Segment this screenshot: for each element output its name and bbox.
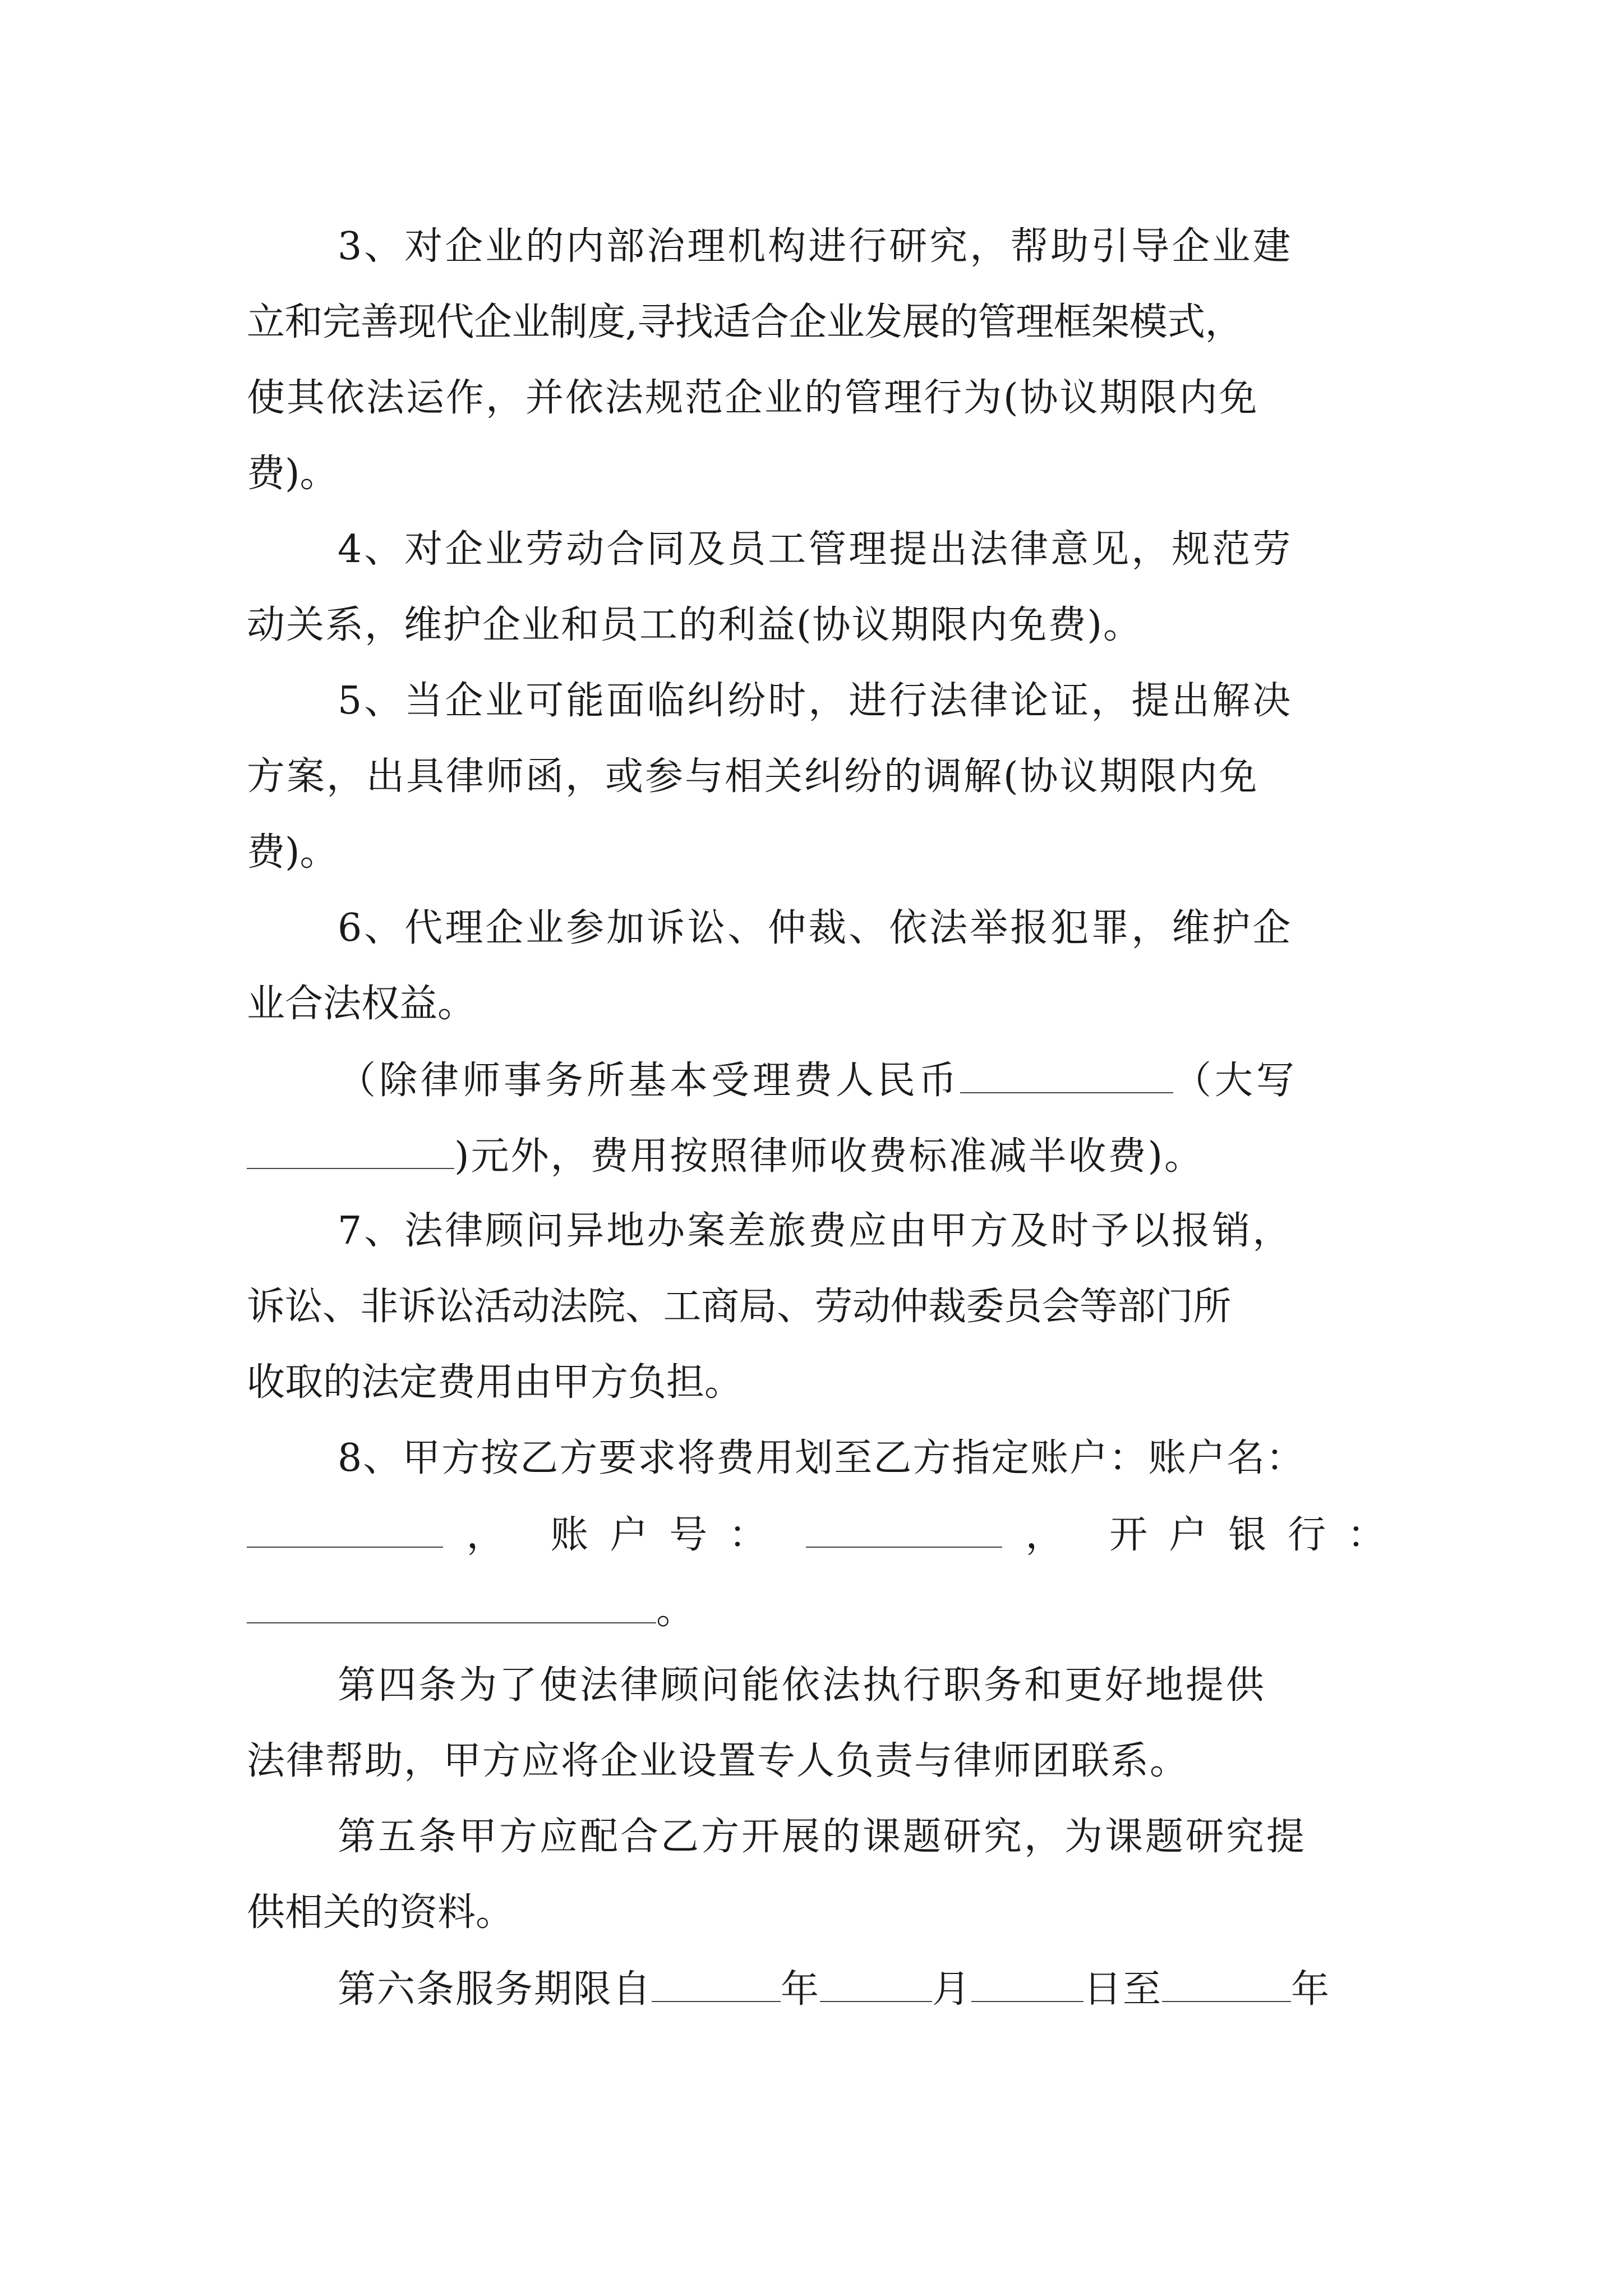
paragraph-5-line-2: 方案，出具律师函，或参与相关纠纷的调解(协议期限内免: [247, 754, 1259, 799]
year-label-1: 年: [781, 1967, 820, 2012]
fee-capital-blank: [247, 1133, 454, 1169]
month-label: 月: [932, 1967, 972, 2012]
article-5-line-1: 第五条甲方应配合乙方开展的课题研究，为课题研究提: [338, 1815, 1307, 1859]
paragraph-7-line-1: 7、法律顾问异地办案差旅费应由甲方及时予以报销，: [338, 1209, 1293, 1253]
fee-note-tail: )元外，费用按照律师收费标准减半收费)。: [454, 1134, 1205, 1179]
fee-note-line-1: [338, 1057, 1298, 1102]
paragraph-3-line-3: 使其依法运作，并依法规范企业的管理行为(协议期限内免: [247, 376, 1259, 420]
paragraph-5-line-3: 费)。: [247, 830, 338, 875]
day-to-label: 日至: [1083, 1967, 1163, 2012]
account-name-blank: [247, 1512, 443, 1548]
paragraph-7-line-2: 诉讼、非诉讼活动法院、工商局、劳动仲裁委员会等部门所: [247, 1285, 1232, 1329]
bank-label: 开户银行：: [1109, 1513, 1407, 1557]
paragraph-3-line-4: 费)。: [247, 452, 338, 496]
comma-2: ，: [1025, 1513, 1064, 1557]
paragraph-8-line-2: [247, 1512, 1407, 1557]
paragraph-3-line-2: 立和完善现代企业制度,寻找适合企业发展的管理框架模式，: [247, 300, 1243, 344]
article-4-line-1: 第四条为了使法律顾问能依法执行职务和更好地提供: [338, 1663, 1267, 1708]
start-year-blank: [652, 1966, 781, 2002]
fee-note-capital-label: （大写: [1173, 1059, 1298, 1103]
paragraph-6-line-2: 业合法权益。: [247, 982, 476, 1026]
paragraph-8-line-3: [247, 1588, 694, 1632]
paragraph-5-line-1: 5、当企业可能面临纠纷时，进行法律论证，提出解决: [338, 679, 1293, 723]
paragraph-7-line-3: 收取的法定费用由甲方负担。: [247, 1360, 743, 1405]
article-5-line-2: 供相关的资料。: [247, 1890, 514, 1935]
end-year-blank: [1162, 1966, 1291, 2002]
paragraph-8-line-1: 8、甲方按乙方要求将费用划至乙方指定账户：账户名：: [338, 1436, 1306, 1480]
year-label-2: 年: [1291, 1967, 1331, 2012]
bank-blank: [247, 1588, 656, 1623]
article-4-line-2: 法律帮助，甲方应将企业设置专人负责与律师团联系。: [247, 1739, 1189, 1783]
comma-1: ，: [466, 1513, 505, 1557]
start-month-blank: [820, 1966, 932, 2002]
fee-note-line-2: [247, 1133, 1204, 1178]
paragraph-6-line-1: 6、代理企业参加诉讼、仲裁、依法举报犯罪，维护企: [338, 906, 1293, 950]
paragraph-3-line-1: 3、对企业的内部治理机构进行研究，帮助引导企业建: [338, 224, 1293, 269]
fee-note-text: （除律师事务所基本受理费人民币: [338, 1059, 961, 1103]
account-number-label: 账户号：: [550, 1513, 789, 1557]
service-term-label: 第六条服务期限自: [338, 1967, 652, 2012]
paragraph-4-line-1: 4、对企业劳动合同及员工管理提出法律意见，规范劳: [338, 527, 1293, 572]
start-day-blank: [971, 1966, 1083, 2002]
fee-amount-blank: [960, 1057, 1173, 1093]
paragraph-4-line-2: 动关系，维护企业和员工的利益(协议期限内免费)。: [247, 603, 1143, 647]
account-number-blank: [806, 1512, 1002, 1548]
article-6-line-1: [338, 1966, 1330, 2011]
period: 。: [656, 1589, 695, 1633]
